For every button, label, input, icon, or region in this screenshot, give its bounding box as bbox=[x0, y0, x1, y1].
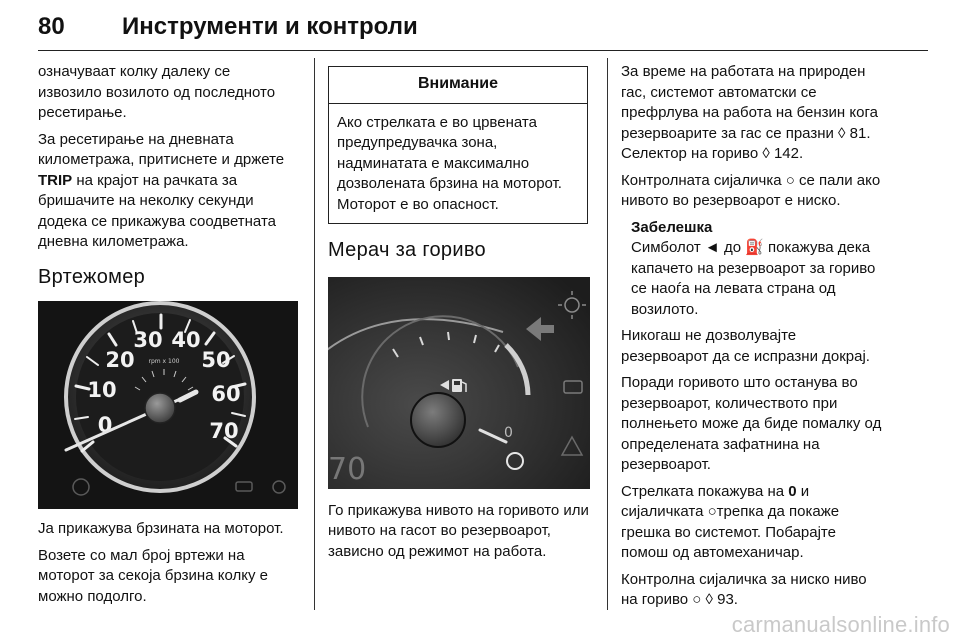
text-run: и сијаличката ○трепка да покаже грешка во системот. Побарајте помош од автомеханичар. bbox=[621, 482, 840, 561]
fuel-label-zero: 0 bbox=[504, 424, 513, 441]
paragraph-tacho-advice: Возете со мал број вртежи на моторот за секоја брзина колку е можно подолго. bbox=[38, 546, 268, 605]
note-box bbox=[621, 218, 887, 321]
page-number: 80 bbox=[38, 13, 65, 40]
paragraph-trip-intro: означуваат колку далеку се извозило возилото од последното ресетирање. bbox=[38, 63, 276, 121]
section-heading-fuel-gauge: Мерач за гориво bbox=[328, 239, 486, 261]
zero-mark: 0 bbox=[788, 482, 797, 500]
paragraph-trip-reset bbox=[38, 130, 298, 253]
header-rule bbox=[38, 50, 928, 51]
warning-box bbox=[328, 66, 588, 224]
warning-text: Ако стрелката е во црвената предупредувачка зона, надминатата е максимално дозволената брзина на моторот. Моторот е во опасност. bbox=[337, 113, 562, 213]
paragraph-never-empty: Никогаш не дозволувајте резервоарот да се испразни докрај. bbox=[621, 327, 870, 365]
watermark: carmanualsonline.info bbox=[731, 612, 950, 637]
column-3 bbox=[621, 62, 887, 617]
tacho-label-70: 70 bbox=[209, 419, 239, 443]
tachometer-hub bbox=[145, 393, 175, 423]
tacho-label-60: 60 bbox=[211, 382, 241, 406]
page-header bbox=[38, 13, 928, 53]
column-divider-2 bbox=[607, 58, 608, 610]
paragraph-cng-operation: За време на работата на природен гас, системот автоматски се префрлува на работа на бензин кога резервоарите за гас се празни ◊ 81. Селектор на гориво ◊ 142. bbox=[621, 63, 878, 162]
paragraph-needle-zero bbox=[621, 482, 887, 564]
section-heading-tachometer: Вртежомер bbox=[38, 265, 146, 288]
text-run: на крајот на рачката за бришачите на неколку секунди додека се прикажува соодветната дневна километража. bbox=[38, 171, 276, 250]
paragraph-tacho-desc: Ја прикажува брзината на моторот. bbox=[38, 520, 284, 537]
tacho-label-30: 30 bbox=[133, 328, 163, 352]
tacho-label-0: 0 bbox=[97, 413, 113, 437]
fuel-label-seventy: 70 bbox=[328, 451, 367, 487]
fuel-gauge-hub bbox=[411, 393, 465, 447]
trip-button-label: TRIP bbox=[38, 171, 73, 189]
tacho-label-50: 50 bbox=[201, 348, 231, 372]
note-text: Симболот ◄ до ⛽ покажува дека капачето на резервоарот за гориво се наоѓа на левата страна од возилото. bbox=[631, 239, 876, 318]
tacho-label-10: 10 bbox=[87, 378, 117, 402]
tacho-unit-label: rpm x 100 bbox=[148, 358, 180, 365]
tacho-label-20: 20 bbox=[105, 348, 135, 372]
paragraph-fuel-gauge-desc: Го прикажува нивото на горивото или нивото на гасот во резервоарот, зависно од режимот на работа. bbox=[328, 501, 589, 560]
text-run: Стрелката покажува на bbox=[621, 482, 789, 500]
paragraph-residual-fuel: Поради горивото што останува во резервоарот, количеството при полнењето може да биде помалку од определената зафатнина на резервоарот. bbox=[621, 374, 882, 473]
column-2 bbox=[328, 66, 590, 568]
paragraph-low-fuel-lamp: Контролната сијаличка ○ се пали ако нивото во резервоарот е ниско. bbox=[621, 171, 881, 209]
page-title: Инструменти и контроли bbox=[122, 13, 418, 40]
column-1 bbox=[38, 62, 298, 613]
paragraph-low-fuel-ref: Контролна сијаличка за ниско ниво на гориво ○ ◊ 93. bbox=[621, 570, 867, 608]
fuel-gauge-figure bbox=[328, 277, 590, 489]
column-divider-1 bbox=[314, 58, 315, 610]
note-title: Забелешка bbox=[631, 218, 713, 236]
text-run: За ресетирање на дневната километража, притиснете и држете bbox=[38, 130, 285, 168]
warning-title: Внимание bbox=[329, 67, 587, 104]
tacho-label-40: 40 bbox=[171, 328, 201, 352]
tachometer-figure bbox=[38, 301, 298, 509]
